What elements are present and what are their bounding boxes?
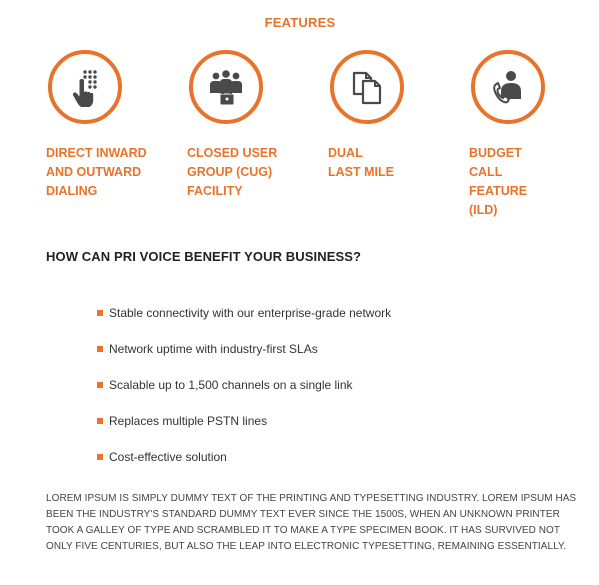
feature-label: DUAL LAST MILE [328, 146, 394, 179]
list-item [97, 331, 391, 367]
benefit-heading: HOW CAN PRI VOICE BENEFIT YOUR BUSINESS? [46, 249, 362, 264]
hand-keypad-icon [65, 67, 105, 107]
feature-label: DIRECT INWARD AND OUTWARD DIALING [46, 146, 147, 198]
feature-icon-circle [48, 50, 122, 124]
square-bullet-icon [97, 418, 103, 424]
feature-budget-call [469, 50, 600, 220]
benefit-text: Scalable up to 1,500 channels on a single link [109, 378, 353, 392]
feature-icon-circle [471, 50, 545, 124]
benefit-text: Replaces multiple PSTN lines [109, 414, 268, 428]
benefit-text: Network uptime with industry-first SLAs [109, 342, 318, 356]
feature-direct-inward-outward-dialing [46, 50, 181, 201]
benefit-text: Stable connectivity with our enterprise-grade network [109, 306, 392, 320]
feature-icon-circle [189, 50, 263, 124]
body-paragraph: LOREM IPSUM IS SIMPLY DUMMY TEXT OF THE PRINTING AND TYPESETTING INDUSTRY. LOREM IPSUM HAS BEEN THE INDUSTRY'S STANDARD DUMMY TEXT EVER SINCE THE 1500S, WHEN AN UNKNOWN PRINTER TOOK A GALLEY OF TYPE AND SCRAMBLED IT TO MAKE A TYPE SPECIMEN BOOK. IT HAS SURVIVED NOT ONLY FIVE CENTURIES, BUT ALSO THE LEAP INTO ELECTRONIC TYPESETTING, REMAINING ESSENTIALLY. [46, 493, 577, 552]
square-bullet-icon [97, 310, 103, 316]
features-title: FEATURES [264, 15, 336, 30]
user-phone-icon [488, 67, 528, 107]
feature-dual-last-mile [328, 50, 463, 182]
benefit-text: Cost-effective solution [109, 450, 227, 464]
user-group-lock-icon [206, 67, 246, 107]
list-item [97, 403, 391, 439]
list-item [97, 295, 391, 331]
feature-label: CLOSED USER GROUP (CUG) FACILITY [187, 146, 278, 198]
square-bullet-icon [97, 346, 103, 352]
feature-icon-circle [330, 50, 404, 124]
list-item [97, 367, 391, 403]
feature-label: BUDGET CALL FEATURE (ILD) [469, 146, 528, 217]
feature-closed-user-group [187, 50, 322, 201]
dual-documents-icon [347, 67, 387, 107]
list-item [97, 439, 391, 475]
square-bullet-icon [97, 382, 103, 388]
benefits-list [97, 295, 391, 475]
square-bullet-icon [97, 454, 103, 460]
